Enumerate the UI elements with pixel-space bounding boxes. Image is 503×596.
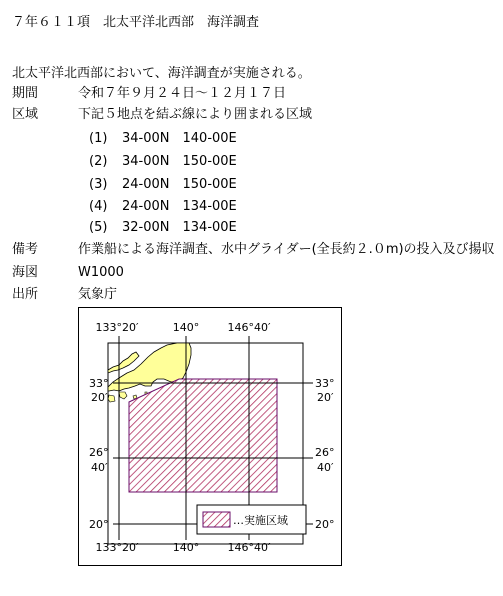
lat-label-left: 20° xyxy=(89,518,109,531)
point-coordinate: 34-00N 150-00E xyxy=(122,154,237,169)
lon-label-bottom: 140° xyxy=(172,541,200,554)
area-map xyxy=(78,307,342,566)
intro-text: 北太平洋北西部において、海洋調査が実施される。 xyxy=(12,66,311,81)
lat-label-right-min: 20′ xyxy=(317,391,334,404)
period-label: 期間 xyxy=(12,86,39,101)
source-value: 気象庁 xyxy=(78,287,118,302)
remarks-label: 備考 xyxy=(12,242,39,257)
chart-value: W1000 xyxy=(78,265,124,280)
point-coordinate: 34-00N 140-00E xyxy=(122,131,237,146)
chart-label: 海図 xyxy=(12,265,39,280)
area-label: 区域 xyxy=(12,107,39,122)
lon-label-top: 133°20′ xyxy=(95,321,139,334)
point-number: (4) xyxy=(89,199,108,214)
point-coordinate: 24-00N 134-00E xyxy=(122,199,237,214)
survey-area xyxy=(129,379,277,492)
area-map-svg xyxy=(79,308,343,567)
legend-label: …実施区域 xyxy=(233,514,288,527)
lat-label-left: 26° xyxy=(89,446,109,459)
notice-title: ７年６１１項 北太平洋北西部 海洋調査 xyxy=(12,15,260,30)
area-value: 下記５地点を結ぶ線により囲まれる区域 xyxy=(78,107,313,122)
lat-label-right-min: 40′ xyxy=(317,461,334,474)
point-number: (2) xyxy=(89,154,108,169)
lat-label-right: 26° xyxy=(315,446,335,459)
source-label: 出所 xyxy=(12,287,39,302)
point-coordinate: 24-00N 150-00E xyxy=(122,177,237,192)
remarks-value: 作業船による海洋調査、水中グライダー(全長約２.０m)の投入及び揚収 xyxy=(78,242,495,257)
lat-label-right: 20° xyxy=(315,518,335,531)
lon-label-top: 146°40′ xyxy=(227,321,271,334)
lon-label-bottom: 133°20′ xyxy=(95,541,139,554)
legend-swatch xyxy=(203,512,230,527)
lat-label-left-min: 20′ xyxy=(91,391,108,404)
point-coordinate: 32-00N 134-00E xyxy=(122,220,237,235)
period-value: 令和７年９月２４日～１２月１７日 xyxy=(78,86,287,101)
lat-label-right: 33° xyxy=(315,377,335,390)
lat-label-left-min: 40′ xyxy=(91,461,108,474)
lon-label-bottom: 146°40′ xyxy=(227,541,271,554)
point-number: (1) xyxy=(89,131,108,146)
point-number: (5) xyxy=(89,220,108,235)
lat-label-left: 33° xyxy=(89,377,109,390)
point-number: (3) xyxy=(89,177,108,192)
lon-label-top: 140° xyxy=(172,321,200,334)
